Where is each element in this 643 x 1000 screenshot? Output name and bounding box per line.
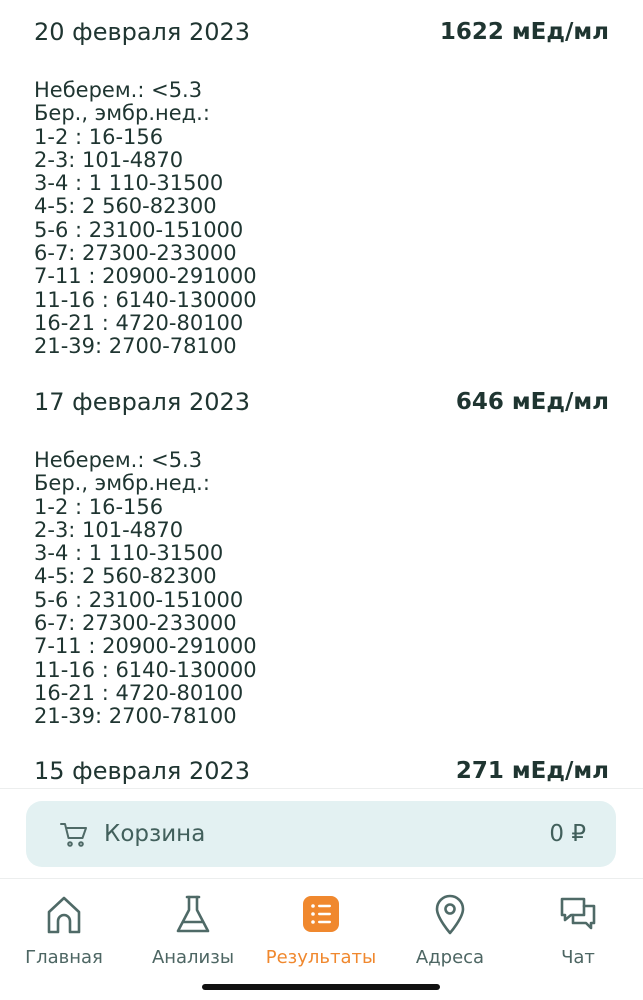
reference-line: 2-3: 101-4870	[34, 147, 184, 172]
tab-chat[interactable]	[518, 893, 638, 973]
tab-label: Чат	[561, 947, 595, 968]
result-value: 1622 мЕд/мл	[439, 19, 609, 45]
reference-line: 5-6 : 23100-151000	[34, 587, 244, 612]
reference-line: 7-11 : 20900-291000	[34, 634, 257, 659]
result-header	[34, 15, 609, 49]
reference-line: 3-4 : 1 110-31500	[34, 171, 224, 196]
reference-line: 16-21 : 4720-80100	[34, 310, 244, 335]
tab-analyses[interactable]	[133, 893, 253, 973]
reference-line: 21-39: 2700-78100	[34, 704, 237, 729]
result-date: 20 февраля 2023	[34, 18, 251, 46]
reference-line: 21-39: 2700-78100	[34, 334, 237, 359]
reference-line: 6-7: 27300-233000	[34, 241, 237, 266]
reference-line: 2-3: 101-4870	[34, 517, 184, 542]
result-header	[34, 754, 609, 788]
reference-ranges	[34, 449, 609, 729]
tab-label: Анализы	[151, 947, 235, 968]
result-value: 646 мЕд/мл	[455, 389, 609, 415]
reference-line: 1-2 : 16-156	[34, 124, 164, 149]
tab-home[interactable]	[4, 893, 124, 973]
reference-line: 1-2 : 16-156	[34, 494, 164, 519]
cart-button[interactable]	[26, 801, 616, 867]
reference-line: 6-7: 27300-233000	[34, 611, 237, 636]
reference-line: 11-16 : 6140-130000	[34, 657, 257, 682]
result-header	[34, 385, 609, 419]
result-value: 271 мЕд/мл	[455, 758, 609, 784]
tab-label: Главная	[25, 947, 103, 968]
reference-line: 4-5: 2 560-82300	[34, 194, 217, 219]
reference-line: 11-16 : 6140-130000	[34, 287, 257, 312]
result-entry[interactable]	[0, 385, 643, 729]
reference-line: Неберем.: <5.3	[34, 78, 203, 102]
result-entry[interactable]	[0, 15, 643, 359]
cart-bar	[0, 788, 643, 878]
result-date: 17 февраля 2023	[34, 388, 251, 416]
tab-addresses[interactable]	[390, 893, 510, 973]
reference-line: Неберем.: <5.3	[34, 448, 203, 472]
results-list-icon	[301, 893, 341, 937]
reference-line: Бер., эмбр.нед.:	[34, 471, 210, 496]
result-date: 15 февраля 2023	[34, 757, 251, 785]
home-indicator[interactable]	[202, 984, 440, 990]
cart-label: Корзина	[104, 821, 206, 847]
reference-line: 3-4 : 1 110-31500	[34, 541, 224, 566]
cart-icon	[58, 818, 90, 850]
tab-results[interactable]	[261, 893, 381, 973]
flask-icon	[173, 893, 213, 937]
reference-ranges	[34, 79, 609, 359]
reference-line: 7-11 : 20900-291000	[34, 264, 257, 289]
reference-line: 5-6 : 23100-151000	[34, 217, 244, 242]
bottom-tab-bar	[0, 878, 643, 1000]
home-icon	[44, 893, 84, 937]
reference-line: 4-5: 2 560-82300	[34, 564, 217, 589]
chat-icon	[558, 893, 598, 937]
cart-total: 0 ₽	[549, 821, 586, 847]
location-pin-icon	[430, 893, 470, 937]
reference-line: 16-21 : 4720-80100	[34, 680, 244, 705]
result-entry[interactable]	[0, 754, 643, 788]
tab-label: Адреса	[415, 947, 485, 968]
reference-line: Бер., эмбр.нед.:	[34, 101, 210, 126]
tab-label: Результаты	[265, 947, 377, 968]
